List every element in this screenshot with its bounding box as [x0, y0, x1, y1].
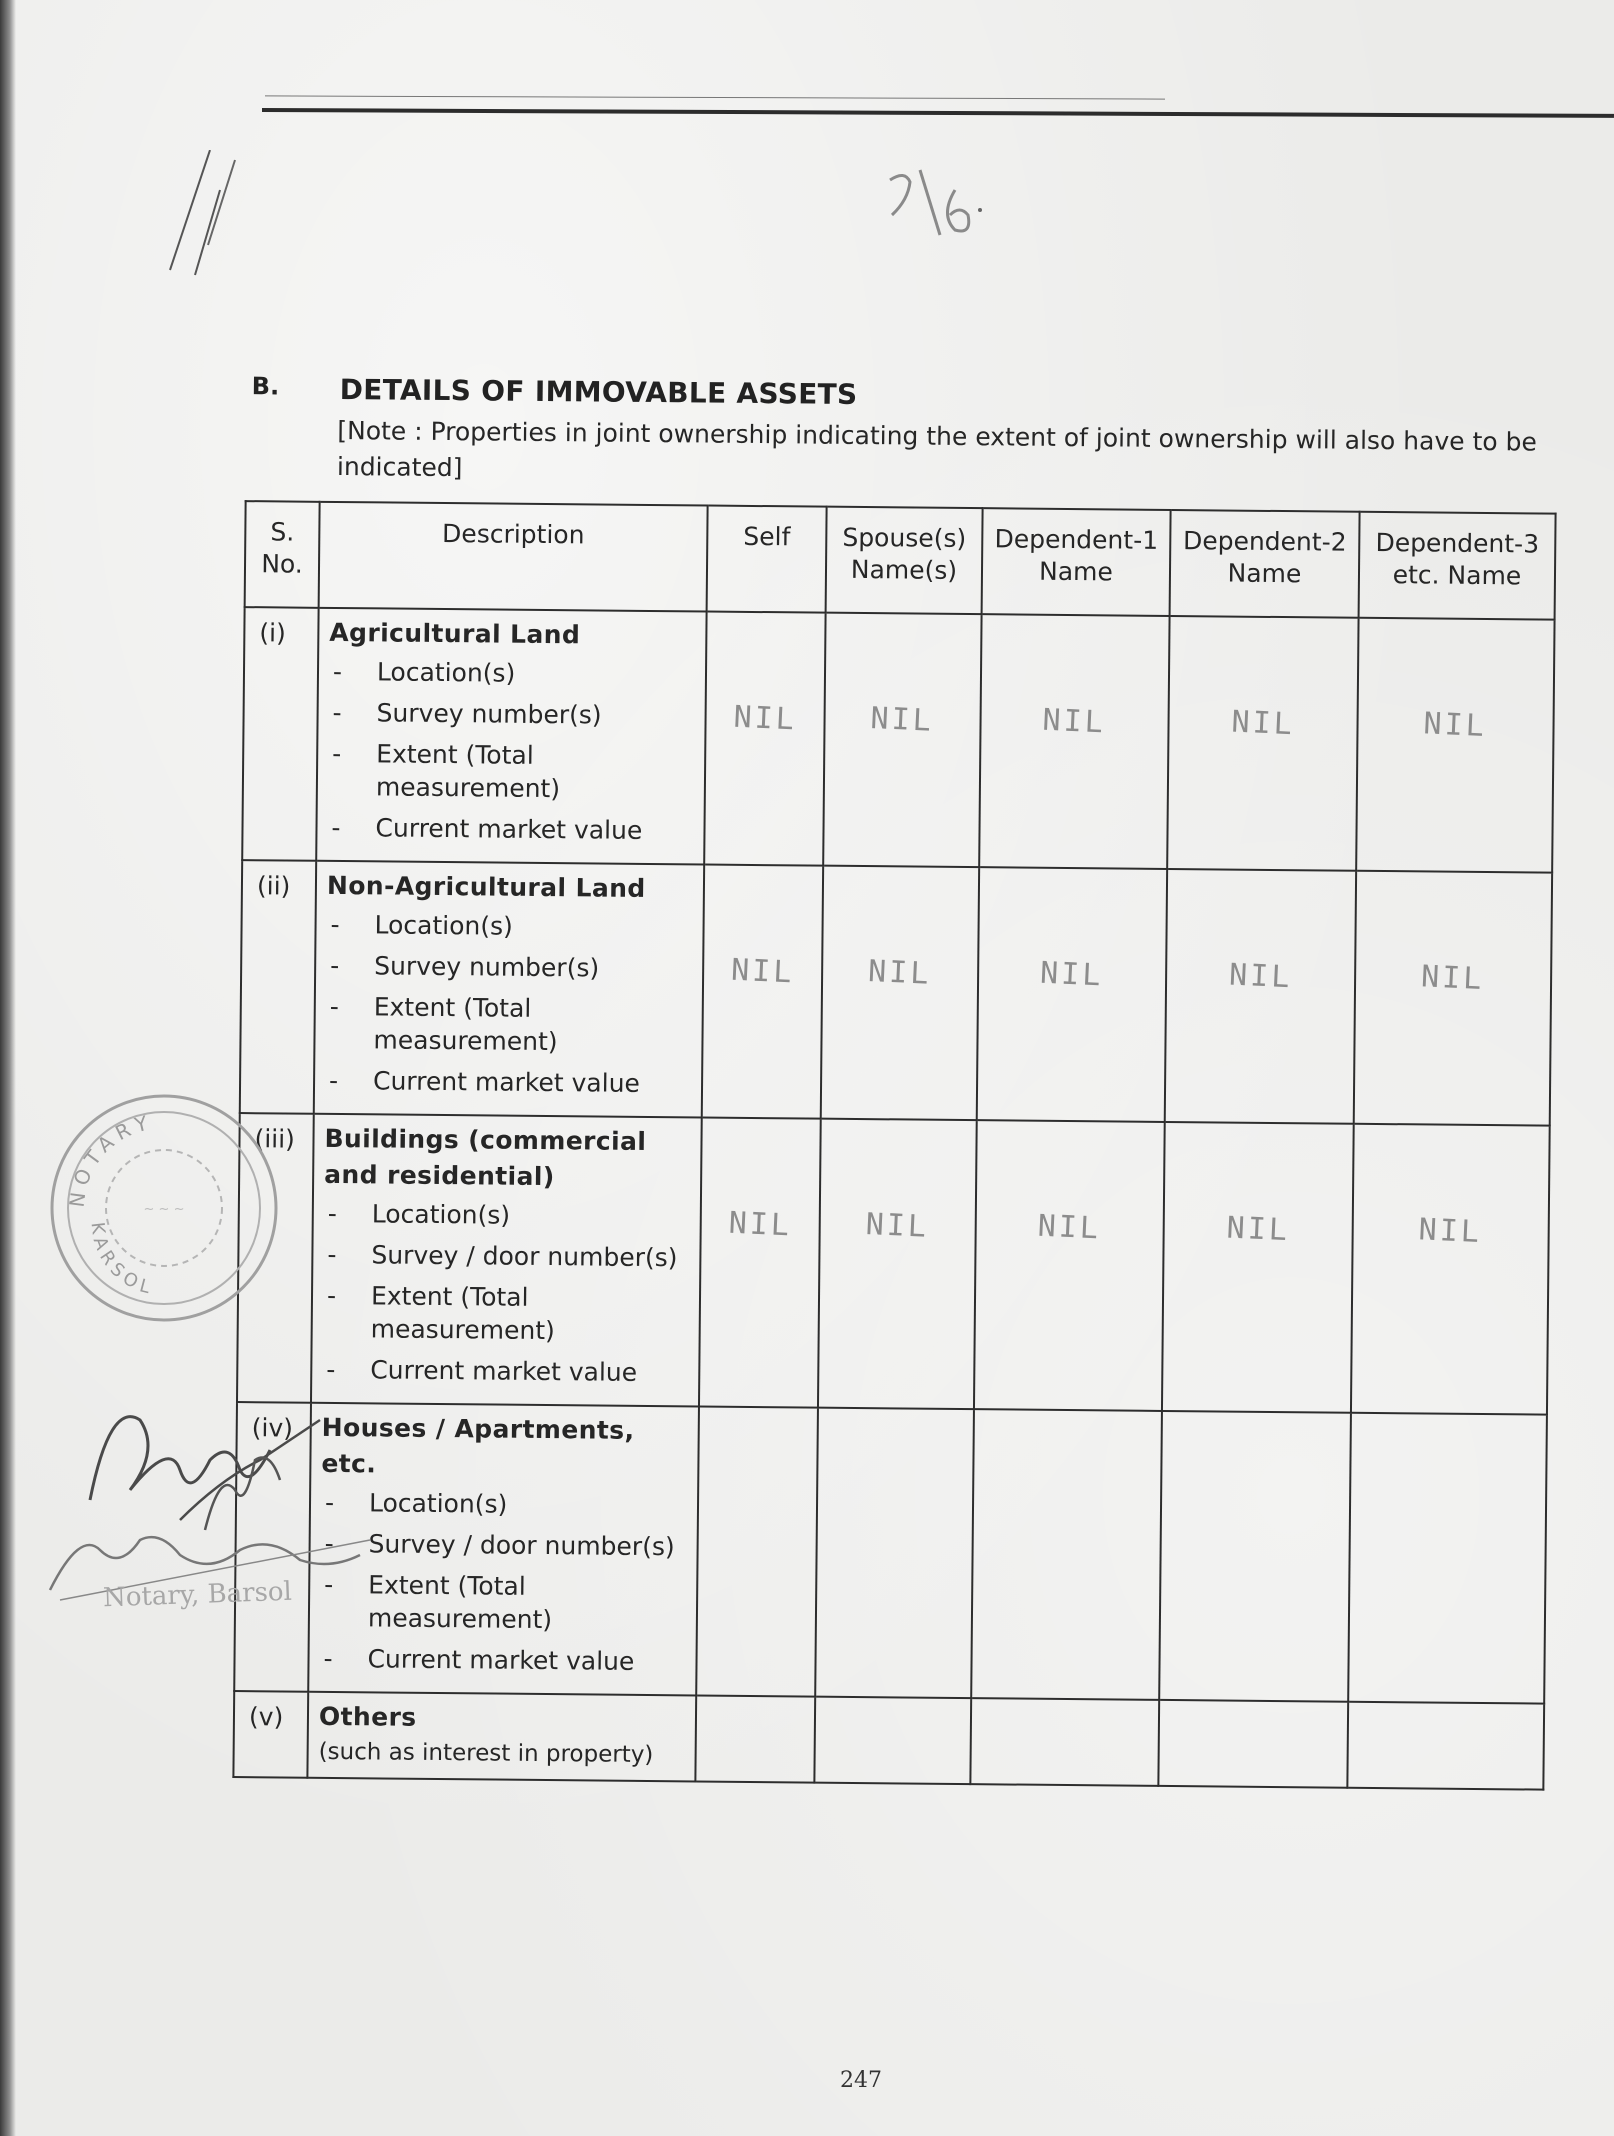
- header-dependent-3: Dependent-3 etc. Name: [1359, 512, 1556, 620]
- row-items: [325, 908, 697, 1101]
- header-sno: S. No.: [245, 501, 320, 608]
- item-label: Current market value: [370, 1355, 638, 1387]
- list-item: [328, 696, 698, 733]
- row-description: [307, 1692, 696, 1782]
- item-label: Location(s): [376, 657, 516, 688]
- row-number: (ii): [240, 860, 316, 1114]
- list-item: [326, 908, 696, 945]
- list-item: [324, 1197, 694, 1234]
- list-item: [325, 1064, 695, 1101]
- list-item: [319, 1642, 689, 1679]
- bullet-dash: -: [324, 1528, 334, 1558]
- row-description: [314, 861, 704, 1118]
- cell-dependent-3: [1348, 1413, 1547, 1704]
- list-item: [325, 990, 696, 1060]
- handwritten-value: NIL: [1418, 1212, 1484, 1251]
- item-label: Current market value: [375, 813, 643, 845]
- bullet-dash: -: [332, 697, 342, 728]
- row-number: (i): [242, 607, 318, 861]
- handwritten-value: NIL: [1225, 1210, 1291, 1249]
- row-subtext: (such as interest in property): [318, 1738, 654, 1769]
- row-number: (v): [233, 1691, 308, 1778]
- row-category: Houses / Apartments, etc.: [321, 1412, 635, 1479]
- bullet-dash: -: [323, 1643, 333, 1673]
- item-label: Location(s): [374, 910, 513, 941]
- section-title: DETAILS OF IMMOVABLE ASSETS: [339, 372, 858, 411]
- notary-stamp: [44, 1088, 284, 1328]
- cell-spouse: [815, 1408, 974, 1698]
- cell-spouse: [818, 1119, 977, 1409]
- row-category: Others: [318, 1701, 417, 1732]
- bullet-dash: -: [324, 1569, 334, 1599]
- bullet-dash: -: [331, 812, 341, 843]
- bullet-dash: -: [328, 1065, 339, 1096]
- header-spouse: Spouse(s) Name(s): [826, 507, 983, 614]
- handwritten-page-mark: [880, 160, 990, 250]
- row-description: [316, 608, 706, 865]
- bullet-dash: -: [329, 991, 339, 1022]
- handwritten-value: NIL: [1037, 1208, 1103, 1247]
- cell-dependent-1: [979, 614, 1169, 869]
- notary-label: Notary, Barsol: [102, 1576, 293, 1614]
- header-dependent-1: Dependent-1 Name: [982, 508, 1171, 616]
- item-label: Extent (Total measurement): [373, 992, 558, 1057]
- stamp-text-top: NOTARY: [64, 1109, 156, 1209]
- cell-spouse: [823, 613, 981, 867]
- item-label: Extent (Total measurement): [370, 1281, 556, 1346]
- table-row: [240, 860, 1552, 1126]
- row-number: (iv): [234, 1402, 311, 1692]
- cell-dependent-1: [974, 1120, 1165, 1411]
- bullet-dash: -: [327, 1198, 337, 1229]
- table-row: [233, 1691, 1544, 1790]
- cell-self: [702, 865, 823, 1119]
- item-label: Survey number(s): [374, 951, 600, 983]
- cell-spouse: [821, 866, 979, 1120]
- cell-self: [699, 1118, 821, 1408]
- row-category: Non-Agricultural Land: [326, 870, 646, 903]
- item-label: Survey / door number(s): [368, 1529, 675, 1562]
- item-label: Location(s): [368, 1488, 508, 1519]
- list-item: [327, 811, 697, 848]
- item-label: Current market value: [372, 1066, 641, 1098]
- stamp-text-bottom: KARSOL: [86, 1221, 158, 1300]
- cell-dependent-2: [1162, 1122, 1354, 1413]
- item-label: Extent (Total measurement): [375, 739, 561, 804]
- cell-dependent-2: [1165, 869, 1356, 1124]
- list-item: [323, 1238, 693, 1275]
- handwritten-value: NIL: [1420, 959, 1486, 998]
- handwritten-value: NIL: [730, 952, 795, 991]
- cell-self: [695, 1695, 815, 1782]
- bullet-dash: -: [326, 1280, 337, 1311]
- list-item: [328, 737, 699, 807]
- bullet-dash: -: [330, 950, 340, 981]
- handwritten-value: NIL: [1228, 957, 1293, 996]
- handwritten-value: NIL: [867, 954, 933, 992]
- item-label: Extent (Total measurement): [367, 1570, 553, 1635]
- header-self: Self: [707, 506, 827, 613]
- bullet-dash: -: [324, 1487, 335, 1517]
- bullet-dash: -: [326, 1354, 336, 1384]
- immovable-assets-table: [232, 500, 1556, 1791]
- header-dependent-2: Dependent-2 Name: [1170, 510, 1360, 618]
- item-label: Current market value: [367, 1644, 635, 1676]
- immovable-assets-section: [222, 360, 1566, 1791]
- page-number: 247: [840, 2068, 882, 2093]
- cell-self: [696, 1406, 818, 1696]
- cell-dependent-3: [1347, 1702, 1544, 1790]
- handwritten-value: NIL: [865, 1207, 931, 1245]
- cell-spouse: [814, 1697, 971, 1784]
- cell-dependent-2: [1167, 616, 1358, 871]
- handwritten-value: NIL: [1039, 955, 1105, 994]
- handwritten-value: NIL: [1423, 706, 1488, 745]
- cell-dependent-2: [1159, 1411, 1351, 1702]
- list-item: [323, 1279, 694, 1349]
- header-description: Description: [319, 502, 708, 612]
- scan-shadow-edge: [0, 0, 16, 2136]
- section-letter: B.: [251, 372, 280, 401]
- handwritten-value: NIL: [727, 1205, 793, 1244]
- cell-self: [704, 612, 825, 866]
- header-rule: [262, 108, 1614, 118]
- bullet-dash: -: [332, 738, 342, 769]
- handwritten-value: NIL: [1042, 702, 1107, 741]
- table-header-row: [245, 501, 1556, 620]
- row-category: Agricultural Land: [329, 617, 581, 650]
- handwritten-value: NIL: [870, 701, 935, 739]
- bullet-dash: -: [327, 1239, 337, 1270]
- item-label: Survey / door number(s): [371, 1240, 678, 1273]
- item-label: Location(s): [371, 1199, 511, 1230]
- row-items: [327, 655, 699, 848]
- svg-text:~ ~ ~: ~ ~ ~: [143, 1202, 185, 1217]
- row-category: Buildings (commercial and residential): [324, 1123, 647, 1192]
- cell-dependent-1: [970, 1698, 1159, 1786]
- cell-dependent-3: [1356, 618, 1554, 873]
- handwritten-value: NIL: [1230, 704, 1296, 743]
- list-item: [329, 655, 699, 692]
- list-item: [326, 949, 696, 986]
- bullet-dash: -: [330, 909, 340, 940]
- table-row: [237, 1113, 1550, 1415]
- item-label: Survey number(s): [376, 698, 602, 730]
- row-number: (iii): [237, 1113, 314, 1403]
- cell-dependent-1: [977, 867, 1167, 1122]
- section-note: [Note : Properties in joint ownership indicating the extent of joint ownership will also have to be indicated]: [336, 415, 1537, 483]
- cell-dependent-1: [971, 1409, 1162, 1700]
- header-rule-thin: [265, 95, 1165, 99]
- table-row: [234, 1402, 1547, 1704]
- bullet-dash: -: [332, 656, 343, 687]
- cell-dependent-2: [1158, 1700, 1348, 1788]
- cell-dependent-3: [1354, 871, 1552, 1126]
- table-row: [242, 607, 1554, 873]
- cell-dependent-3: [1351, 1124, 1550, 1415]
- pen-marks: [150, 150, 260, 280]
- handwritten-value: NIL: [732, 699, 798, 738]
